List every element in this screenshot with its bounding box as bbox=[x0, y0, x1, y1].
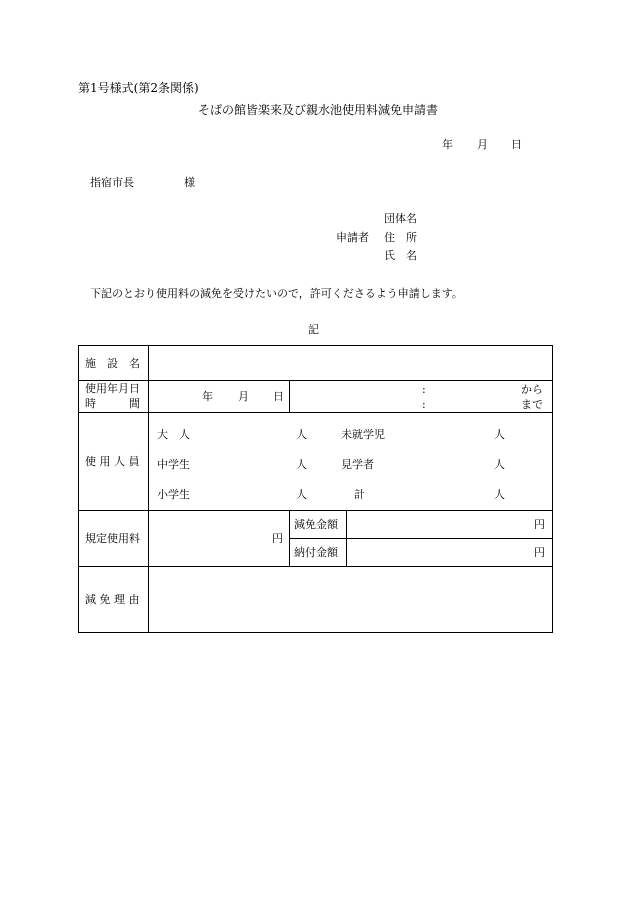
use-date-day: 日 bbox=[273, 390, 284, 403]
fee-divider-horizontal bbox=[289, 538, 552, 539]
form-number: 第1号様式(第2条関係) bbox=[78, 81, 199, 95]
amount-label-divider bbox=[346, 511, 347, 566]
use-date-month: 月 bbox=[238, 390, 249, 403]
elementary-unit: 人 bbox=[296, 488, 307, 501]
reduction-amount-label: 減免金額 bbox=[294, 518, 338, 531]
date-day-label: 日 bbox=[511, 138, 522, 151]
visitor-label: 見学者 bbox=[341, 458, 374, 471]
preschool-unit: 人 bbox=[494, 428, 505, 441]
time-label: 時 間 bbox=[85, 396, 140, 410]
datetime-field[interactable] bbox=[149, 381, 553, 413]
reason-row bbox=[79, 567, 553, 633]
fee-row bbox=[79, 511, 553, 567]
use-date-year: 年 bbox=[202, 390, 213, 403]
document-title: そばの館皆楽来及び親水池使用料減免申請書 bbox=[198, 103, 439, 117]
facility-row bbox=[79, 346, 553, 381]
end-time-colon: : bbox=[422, 398, 426, 411]
date-year-label: 年 bbox=[442, 138, 453, 151]
applicant-org-label: 団体名 bbox=[384, 212, 417, 225]
start-time-colon: : bbox=[422, 383, 426, 396]
applicant-label: 申請者 bbox=[336, 231, 369, 244]
facility-field[interactable] bbox=[149, 346, 553, 381]
addressee-honorific: 様 bbox=[184, 176, 195, 189]
datetime-row bbox=[79, 381, 553, 413]
total-unit: 人 bbox=[494, 488, 505, 501]
fee-label: 規定使用料 bbox=[79, 511, 149, 567]
visitor-unit: 人 bbox=[494, 458, 505, 471]
application-table bbox=[78, 345, 553, 633]
preschool-label: 未就学児 bbox=[341, 428, 385, 441]
from-label: から bbox=[521, 383, 543, 396]
date-month-label: 月 bbox=[477, 138, 488, 151]
reduction-yen-unit: 円 bbox=[534, 518, 545, 531]
ki-heading: 記 bbox=[308, 323, 319, 336]
users-label: 使 用 人 員 bbox=[79, 413, 149, 511]
junior-high-label: 中学生 bbox=[157, 458, 190, 471]
request-statement: 下記のとおり使用料の減免を受けたいので，許可くださるよう申請します。 bbox=[90, 287, 463, 300]
total-label: 計 bbox=[354, 488, 365, 501]
payment-amount-label: 納付金額 bbox=[294, 546, 338, 559]
applicant-name-label: 氏 名 bbox=[384, 249, 417, 262]
reason-label: 減 免 理 由 bbox=[79, 567, 149, 633]
addressee-name: 指宿市長 bbox=[90, 176, 134, 189]
payment-yen-unit: 円 bbox=[534, 546, 545, 559]
datetime-label bbox=[79, 381, 149, 413]
facility-label: 施 設 名 bbox=[79, 346, 149, 381]
reason-field[interactable] bbox=[149, 567, 553, 633]
elementary-label: 小学生 bbox=[157, 488, 190, 501]
fee-yen-unit: 円 bbox=[272, 532, 283, 545]
adult-label: 大 人 bbox=[157, 428, 190, 441]
junior-high-unit: 人 bbox=[296, 458, 307, 471]
applicant-address-label: 住 所 bbox=[384, 231, 417, 244]
users-field[interactable] bbox=[149, 413, 553, 511]
until-label: まで bbox=[521, 398, 543, 411]
adult-unit: 人 bbox=[296, 428, 307, 441]
users-row bbox=[79, 413, 553, 511]
use-date-label: 使用年月日 bbox=[85, 382, 140, 396]
fee-field bbox=[149, 511, 553, 567]
datetime-divider bbox=[289, 381, 290, 412]
